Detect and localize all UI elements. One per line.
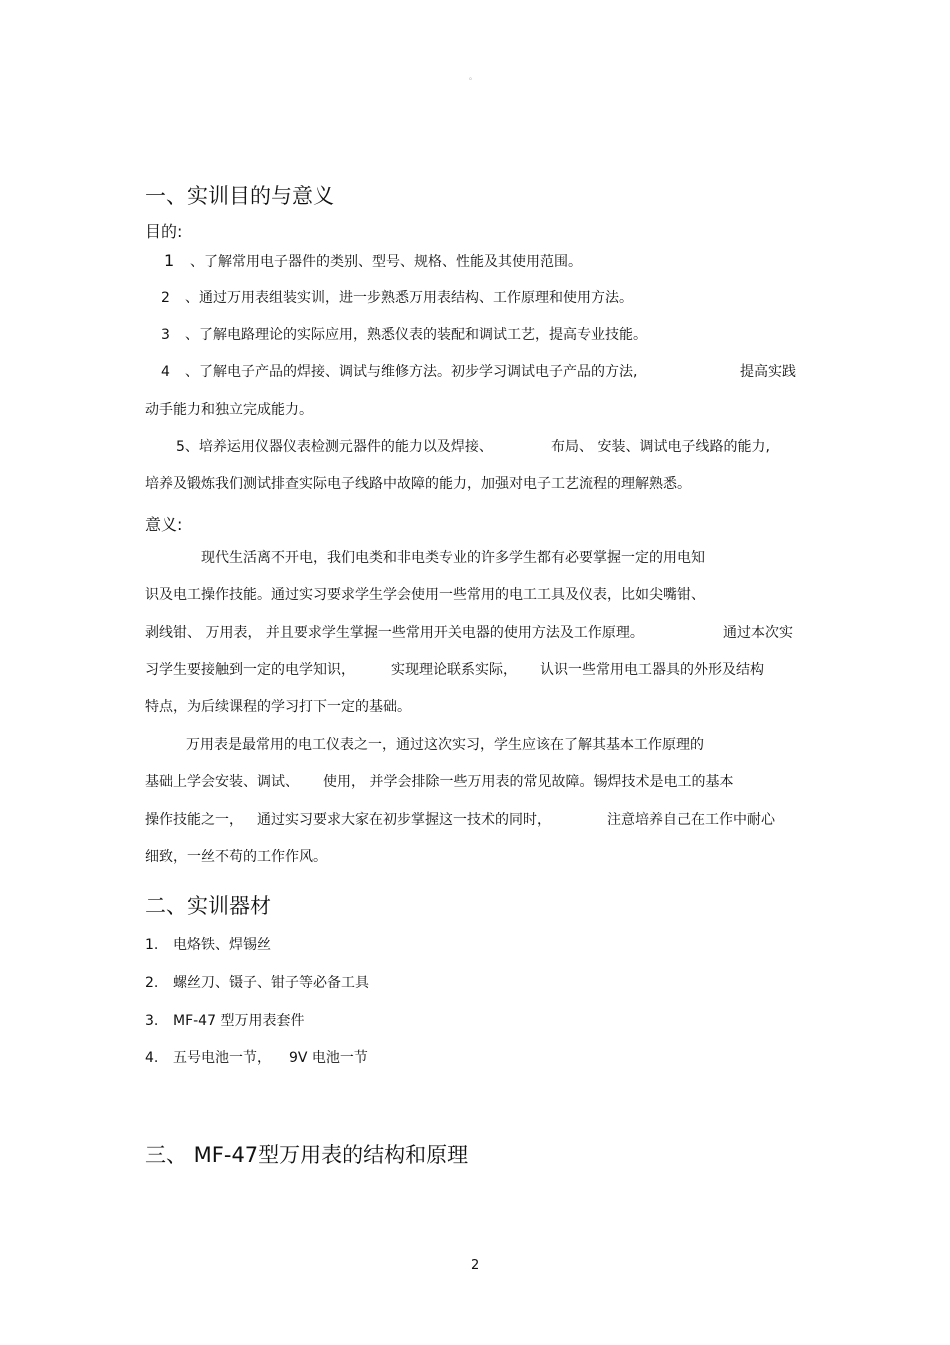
equipment-4-text: 五号电池一节， (173, 1050, 271, 1066)
equipment-4-tail: 9V 电池一节 (289, 1050, 368, 1066)
equipment-2-text: 螺丝刀、镊子、钳子等必备工具 (173, 975, 369, 991)
page-number: 2 (471, 1258, 480, 1273)
equipment-4-number: 4. (145, 1050, 159, 1066)
equipment-1-number: 1. (145, 937, 159, 953)
item-5-text-a: 5、培养运用仪器仪表检测元器件的能力以及焊接、 (176, 439, 493, 455)
meaning-label: 意义: (145, 515, 183, 534)
meaning-p2-line4: 细致，一丝不苟的工作作风。 (145, 849, 327, 865)
header-mark: 。 (469, 72, 477, 81)
meaning-p1-line2: 识及电工操作技能。通过实习要求学生学会使用一些常用的电工工具及仪表，比如尖嘴钳、 (145, 587, 705, 603)
meaning-p2-line3b: 通过实习要求大家在初步掌握这一技术的同时， (257, 812, 551, 828)
meaning-p1-line3b: 通过本次实 (723, 625, 793, 641)
section-2-title: 二、实训器材 (145, 894, 271, 918)
equipment-2-number: 2. (145, 975, 159, 991)
item-4-continuation: 动手能力和独立完成能力。 (145, 402, 313, 418)
item-4-tail: 提高实践 (740, 364, 796, 380)
item-3-text: 、了解电路理论的实际应用，熟悉仪表的装配和调试工艺，提高专业技能。 (185, 327, 647, 343)
purpose-label: 目的: (145, 222, 183, 241)
meaning-p1-line5: 特点，为后续课程的学习打下一定的基础。 (145, 699, 411, 715)
item-1-text: 、了解常用电子器件的类别、型号、规格、性能及其使用范围。 (190, 254, 582, 270)
meaning-p2-line3a: 操作技能之一， (145, 812, 243, 828)
meaning-p1-line4b: 实现理论联系实际， (391, 662, 517, 678)
meaning-p1-line3a: 剥线钳、 万用表， 并且要求学生掌握一些常用开关电器的使用方法及工作原理。 (145, 625, 644, 641)
section-3-title: 三、 MF-47型万用表的结构和原理 (145, 1143, 469, 1167)
meaning-p1-line4a: 习学生要接触到一定的电学知识， (145, 662, 355, 678)
item-5-continuation: 培养及锻炼我们测试排查实际电子线路中故障的能力，加强对电子工艺流程的理解熟悉。 (145, 476, 691, 492)
equipment-3-text: MF-47 型万用表套件 (173, 1013, 305, 1029)
meaning-p2-line2a: 基础上学会安装、调试、 (145, 774, 299, 790)
item-1-number: 1 (164, 251, 175, 270)
meaning-p2-line3c: 注意培养自己在工作中耐心 (607, 812, 775, 828)
meaning-p2-line1: 万用表是最常用的电工仪表之一，通过这次实习，学生应该在了解其基本工作原理的 (186, 737, 704, 753)
meaning-p1-line1: 现代生活离不开电，我们电类和非电类专业的许多学生都有必要掌握一定的用电知 (201, 550, 705, 566)
item-2-number: 2 (161, 290, 170, 306)
equipment-3-number: 3. (145, 1013, 159, 1029)
meaning-p2-line2b: 使用， 并学会排除一些万用表的常见故障。锡焊技术是电工的基本 (323, 774, 734, 790)
item-2-text: 、通过万用表组装实训，进一步熟悉万用表结构、工作原理和使用方法。 (185, 290, 633, 306)
item-4-text: 、了解电子产品的焊接、调试与维修方法。初步学习调试电子产品的方法, (185, 364, 638, 380)
item-5-text-b: 布局、 安装、调试电子线路的能力, (551, 439, 770, 455)
section-1-title: 一、实训目的与意义 (145, 184, 334, 208)
meaning-p1-line4c: 认识一些常用电工器具的外形及结构 (540, 662, 764, 678)
item-3-number: 3 (161, 327, 170, 343)
item-4-number: 4 (161, 364, 170, 380)
equipment-1-text: 电烙铁、焊锡丝 (173, 937, 271, 953)
